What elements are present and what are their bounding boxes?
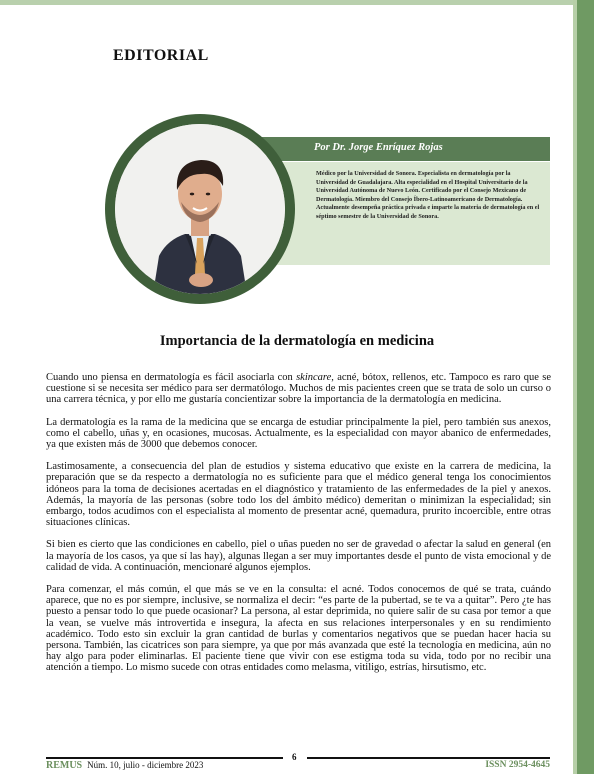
journal-name: REMUS — [46, 760, 83, 771]
footer-rule-right — [307, 757, 550, 759]
issue-info: Núm. 10, julio - diciembre 2023 — [87, 760, 204, 770]
section-heading: EDITORIAL — [113, 47, 209, 64]
footer-journal-info — [46, 760, 203, 771]
author-bio-line: Actualmente desempeña práctica privada e imparte la materia de dermatología en el séptimo semestre de la Universidad de Sonora. — [316, 204, 540, 220]
top-decorative-bar — [0, 0, 577, 5]
author-bio-line: Médico por la Universidad de Sonora. Especialista en dermatología por la Universidad de Guadalajara. Alta especialidad en el Hospital Universitario de la Universidad Autónoma de Nuevo León. Certificado por el Consejo Mexicano de Dermatología. Miembro del Consejo Íbero-Latinoamericano de Dermatología. — [316, 170, 528, 203]
author-portrait-illustration — [115, 124, 285, 294]
author-photo — [115, 124, 285, 294]
paragraph: Lastimosamente, a consecuencia del plan de estudios y sistema educativo que existe en la carrera de medicina, la preparación que se da respecto a dermatología no es suficiente para que el médico general tenga los conocimientos idóneos para la toma de decisiones acertadas en el diagnóstico y tratamiento de las enfermedades de la piel y anexos. Además, la mayoría de las personas (sobre todo los del ámbito médico) demeritan o minimizan la especialidad; sin embargo, todos acudimos con el especialista al momento de presentar acné, quemadura, prurito incoercible, entre otras situaciones clínicas. — [46, 461, 551, 529]
italic-term: skincare — [296, 372, 332, 383]
paragraph-text: , acné, bótox, rellenos, etc. Tampoco es raro que se cuestione si se necesita ser médico para ser dermatólogo. Muchos de mis pacientes creen que se trata de solo un curso o una carrera técnica, y por ello me gustaría concientizar sobre la importancia de la dermatología en medicina. — [46, 372, 551, 406]
paragraph: Si bien es cierto que las condiciones en cabello, piel o uñas pueden no ser de gravedad o afectar la salud en general (en la mayoría de los casos, ya que sí las hay), algunas llegan a ser muy importantes desde el punto de vista emocional y de calidad de vida. A continuación, mencionaré algunos ejemplos. — [46, 539, 551, 573]
author-bio — [316, 170, 542, 222]
right-decorative-bar — [577, 0, 594, 774]
article-title: Importancia de la dermatología en medicina — [159, 333, 435, 349]
paragraph-text: Cuando uno piensa en dermatología es fácil asociarla con — [46, 372, 297, 383]
page-number: 6 — [292, 752, 297, 762]
footer-rule-left — [46, 757, 283, 759]
paragraph: La dermatología es la rama de la medicina que se encarga de estudiar principalmente la piel, pero también sus anexos, como el cabello, uñas y, en ocasiones, mucosas. Actualmente, es la especialidad con mayor abanico de enfermedades, ya que existen más de 3000 que debemos conocer. — [46, 416, 551, 451]
paragraph — [46, 372, 551, 406]
paragraph: Para comenzar, el más común, el que más se ve en la consulta: el acné. Todos conocemos de qué se trata, cuándo aparece, que no es por siempre, inclusive, se normaliza el decir: “es parte de la pubertad, se te va a quitar”. Pero ¿te has puesto a pensar todo lo que puede ocasionar? La persona, al estar deprimida, no quiere salir de su casa por temor a que la vean, se vuelve más introvertida e insegura, la afecta en sus relaciones interpersonales y en su rendimiento académico. Todo esto sin excluir la gran cantidad de burlas y comentarios negativos que se puedan hacer hacia su persona. También, las cicatrices son para siempre, ya que por más avanzada que esté la tecnología en medicina, aún no hay algo para poder eliminarlas. El paciente tiene que vivir con ese estigma toda su vida, todo por no recibir una atención a tiempo. Lo mismo sucede con otras entidades como melasma, vitiligo, estrías, hirsutismo, etc. — [46, 584, 551, 674]
issn: ISSN 2954-4645 — [485, 760, 550, 770]
article-body — [46, 372, 551, 685]
author-name: Por Dr. Jorge Enríquez Rojas — [314, 142, 443, 153]
